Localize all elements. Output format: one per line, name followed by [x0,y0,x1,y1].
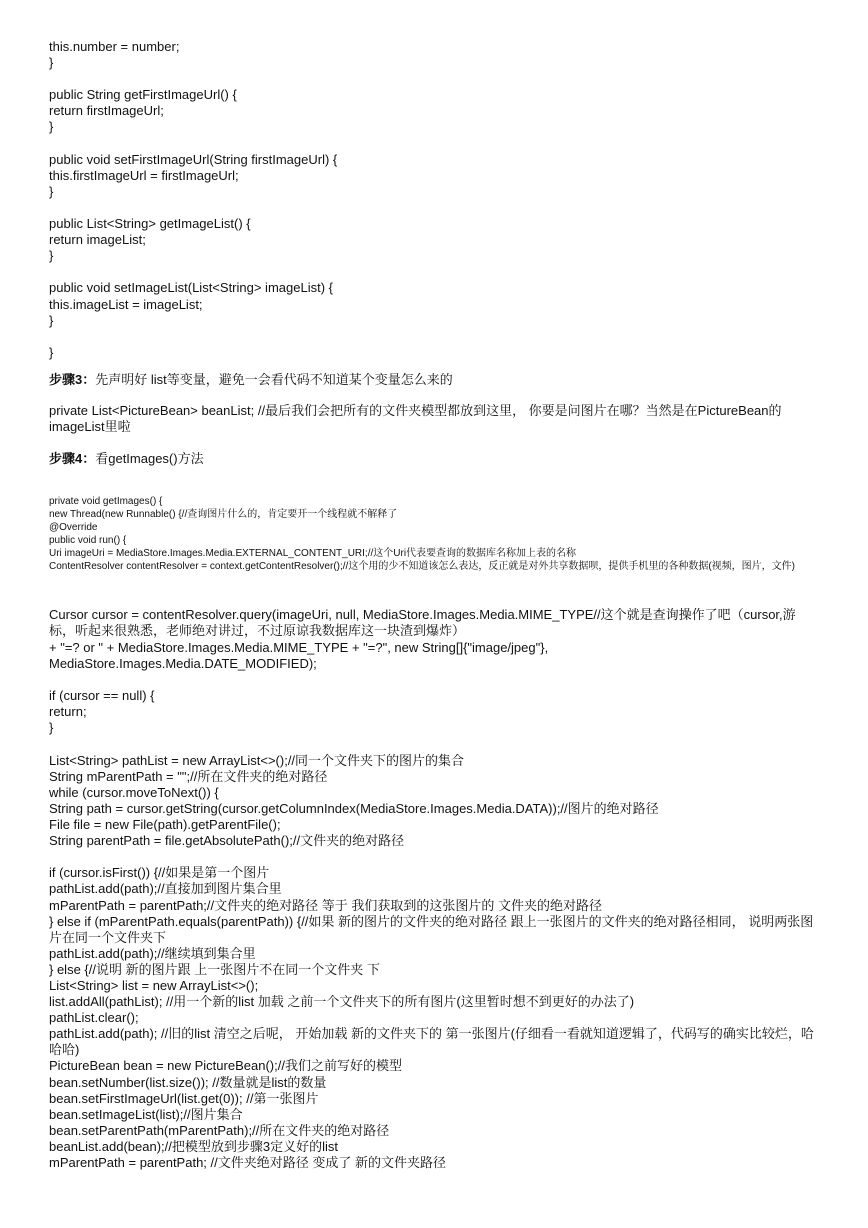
code-line: + "=? or " + MediaStore.Images.Media.MIME_TYPE + "=?", new String[]{"image/jpeg"}, [49,640,549,655]
code-block-cursor-loop [49,640,821,1171]
code-line: bean.setImageList(list);//图片集合 [49,1106,243,1122]
code-line: beanList.add(bean);//把模型放到步骤3定义好的list [49,1138,338,1154]
code-line: while (cursor.moveToNext()) { [49,784,219,800]
code-line: File file = new File(path).getParentFile(); [49,817,281,833]
code-line: public void run() { [49,535,127,547]
step3-label: 步骤3： [49,372,96,387]
code-line: return firstImageUrl; [49,103,164,119]
code-line: private List<PictureBean> beanList; //最后我们会把所有的文件夹模型都放到这里， 你要是问图片在哪？当然是在PictureBean的imageList里啦 [49,403,782,435]
code-line: bean.setNumber(list.size()); //数量就是list的数量 [49,1074,327,1090]
code-line [49,71,821,87]
code-line: new Thread(new Runnable() {//查询图片什么的，肯定要开一个线程就不解释了 [49,509,398,521]
code-line: this.firstImageUrl = firstImageUrl; [49,167,239,183]
code-line: PictureBean bean = new PictureBean();//我们之前写好的模型 [49,1058,402,1074]
code-line: } else {//说明 新的图片跟 上一张图片不在同一个文件夹 下 [49,961,380,977]
code-line: public void setFirstImageUrl(String firstImageUrl) { [49,151,338,167]
code-line: pathList.add(path);//直接加到图片集合里 [49,881,282,897]
code-line [49,264,821,280]
code-line: } [49,183,54,199]
code-line: pathList.add(path); //旧的list 清空之后呢， 开始加载 新的文件夹下的 第一张图片(仔细看一看就知道逻辑了，代码写的确实比较烂，哈哈哈) [49,1026,814,1058]
code-line: } [49,720,54,736]
code-line [49,672,821,688]
code-line: } else if (mParentPath.equals(parentPath)) {//如果 新的图片的文件夹的绝对路径 跟上一张图片的文件夹的绝对路径相同， 说明两张图片在同一个文件夹下 [49,913,814,945]
step3-text: 先声明好 list等变量，避免一会看代码不知道某个变量怎么来的 [95,372,453,387]
code-line: bean.setFirstImageUrl(list.get(0)); //第一张图片 [49,1090,319,1106]
code-line: String path = cursor.getString(cursor.getColumnIndex(MediaStore.Images.Media.DATA));//图片的绝对路径 [49,800,659,816]
code-line [49,200,821,216]
code-line: public String getFirstImageUrl() { [49,87,237,103]
beanlist-declaration [49,403,821,435]
code-line: } [49,248,54,264]
code-line: private void getImages() { [49,496,163,507]
code-line: String mParentPath = "";//所在文件夹的绝对路径 [49,768,328,784]
code-line: public void setImageList(List<String> imageList) { [49,280,333,296]
code-line: pathList.add(path);//继续填到集合里 [49,945,256,961]
code-line: @Override [49,522,98,534]
code-line: Cursor cursor = contentResolver.query(imageUri, null, MediaStore.Images.Media.MIME_TYPE//这个就是查询操作了吧（cursor,游标，听起来很熟悉，老师绝对讲过，不过原谅我数据库这一块渣到爆炸） [49,607,796,639]
code-line [49,329,821,345]
code-line: List<String> pathList = new ArrayList<>();//同一个文件夹下的图片的集合 [49,752,465,768]
code-line: } [49,312,54,328]
code-line: pathList.clear(); [49,1010,139,1026]
code-line: } [49,344,54,360]
step4-heading [49,451,821,467]
code-line [49,136,821,152]
code-line: Uri imageUri = MediaStore.Images.Media.EXTERNAL_CONTENT_URI;//这个Uri代表要查询的数据库名称加上表的名称 [49,548,577,560]
code-line: List<String> list = new ArrayList<>(); [49,977,259,993]
code-block-getters-setters [49,39,821,361]
code-line: this.imageList = imageList; [49,296,203,312]
code-line: mParentPath = parentPath; //文件夹绝对路径 变成了 新的文件夹路径 [49,1155,446,1170]
code-block-getimages [49,495,821,574]
code-line: } [49,55,54,71]
code-line: if (cursor.isFirst()) {//如果是第一个图片 [49,865,270,881]
code-line: return; [49,704,87,720]
step4-text: 看getImages()方法 [95,451,204,466]
code-line: ContentResolver contentResolver = context.getContentResolver();//这个用的少不知道该怎么表达，反正就是对外共享数据呗，提供手机里的各种数据(视频，图片，文件) [49,561,795,573]
code-line: mParentPath = parentPath;//文件夹的绝对路径 等于 我们获取到的这张图片的 文件夹的绝对路径 [49,897,602,913]
code-line [49,737,821,753]
code-line [49,849,821,865]
code-line: this.number = number; [49,39,180,54]
code-line: MediaStore.Images.Media.DATE_MODIFIED); [49,656,317,672]
step4-label: 步骤4： [49,451,96,466]
code-line: if (cursor == null) { [49,688,155,704]
code-line: list.addAll(pathList); //用一个新的list 加载 之前一个文件夹下的所有图片(这里暂时想不到更好的办法了) [49,994,635,1010]
code-line: public List<String> getImageList() { [49,216,251,232]
code-line: bean.setParentPath(mParentPath);//所在文件夹的绝对路径 [49,1122,390,1138]
code-line: String parentPath = file.getAbsolutePath();//文件夹的绝对路径 [49,833,405,849]
step3-heading [49,372,821,388]
code-line: return imageList; [49,232,146,248]
cursor-query [49,607,821,639]
code-line: } [49,119,54,135]
